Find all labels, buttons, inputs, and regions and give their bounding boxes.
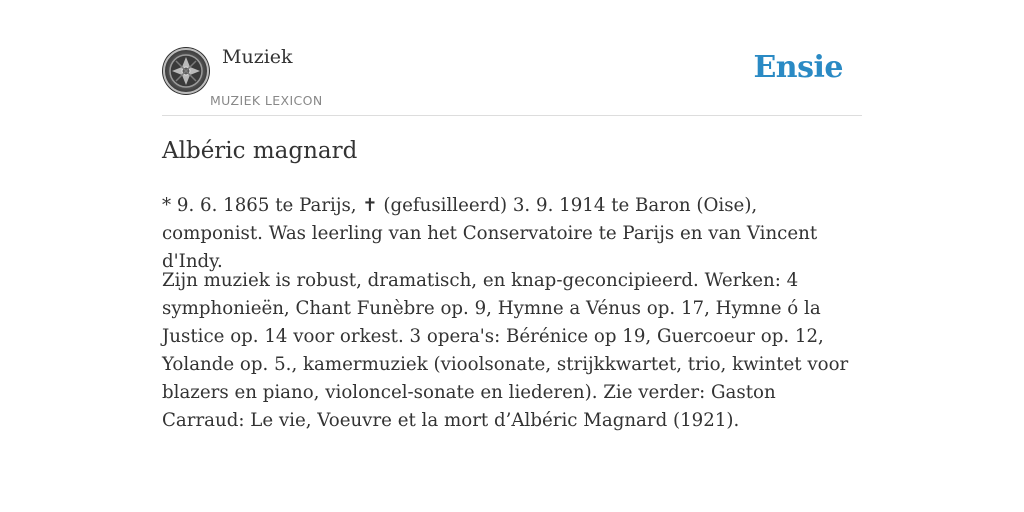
source-title[interactable]: Muziek [222, 46, 293, 68]
article-paragraph: Zijn muziek is robust, dramatisch, en knap-geconcipieerd. Werken: 4 symphonieën, Chant Funèbre op. 9, Hymne a Vénus op. 17, Hymne ó la Justice op. 14 voor orkest. 3 opera's: Bérénice op 19, Guercoeur op. 12, Yolande op. 5., kamermuziek (vioolsonate, strijkkwartet, trio, kwintet voor blazers en piano, violoncel-sonate en liederen). Zie verder: Gaston Carraud: Le vie, Voeuvre et la mort d’Albéric Magnard (1921). [162, 270, 849, 431]
source-header [162, 0, 862, 116]
crest-icon [162, 47, 210, 95]
article-title: Albéric magnard [162, 138, 358, 164]
source-subtitle[interactable]: MUZIEK LEXICON [210, 93, 323, 108]
page-content [162, 0, 862, 431]
article-paragraph: * 9. 6. 1865 te Parijs, ✝ (gefusilleerd) 3. 9. 1914 te Baron (Oise), componist. Was leerling van het Conservatoire te Parijs en van Vincent d'Indy. [162, 195, 818, 272]
brand-logo[interactable]: Ensie [753, 50, 843, 85]
source-avatar[interactable] [162, 47, 210, 95]
